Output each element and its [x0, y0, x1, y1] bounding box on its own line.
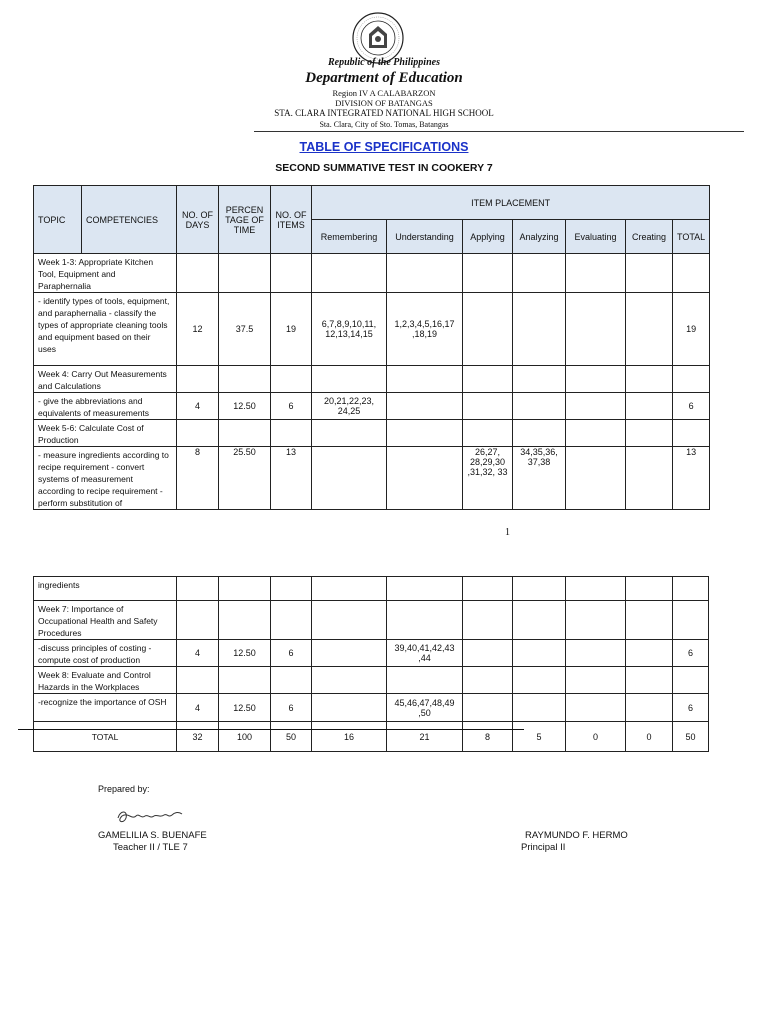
- competency-text: -recognize the importance of OSH: [38, 697, 167, 707]
- header-days: NO. OF DAYS: [177, 186, 219, 254]
- topic-text: Week 5-6: Calculate Cost of Production: [38, 423, 144, 445]
- header-evaluating: Evaluating: [566, 220, 626, 254]
- header-item-placement: ITEM PLACEMENT: [312, 186, 710, 220]
- percent-cell: 12.50: [219, 393, 271, 420]
- topic-cell: [34, 254, 177, 293]
- division-line: DIVISION OF BATANGAS: [335, 98, 433, 108]
- table-row: [34, 366, 710, 393]
- approver-name: RAYMUNDO F. HERMO: [525, 830, 628, 841]
- competency-text: - measure ingredients according to recipe requirement - convert systems of measurement according to recipe requirement - perform substitution of: [38, 450, 169, 508]
- applying-cell: 26,27, 28,29,30 ,31,32, 33: [463, 447, 513, 510]
- items-cell: 19: [271, 293, 312, 366]
- preparer-name: GAMELILIA S. BUENAFE: [98, 830, 207, 841]
- understanding-cell: 39,40,41,42,43 ,44: [387, 640, 463, 667]
- header-competencies: COMPETENCIES: [82, 186, 177, 254]
- totals-row: [34, 722, 709, 752]
- topic-cell: [34, 601, 177, 640]
- percent-cell: 25.50: [219, 447, 271, 510]
- school-name: STA. CLARA INTEGRATED NATIONAL HIGH SCHOOL: [274, 108, 494, 118]
- handwritten-signature: [112, 806, 192, 828]
- totals-total: 50: [673, 722, 709, 752]
- header-analyzing: Analyzing: [513, 220, 566, 254]
- header-remembering: Remembering: [312, 220, 387, 254]
- totals-evaluating: 0: [566, 722, 626, 752]
- department-name: Department of Education: [305, 70, 463, 86]
- understanding-cell: 1,2,3,4,5,16,17 ,18,19: [387, 293, 463, 366]
- table-row: [34, 393, 710, 420]
- header-total: TOTAL: [673, 220, 710, 254]
- table-row: [34, 694, 709, 722]
- strikethrough-line: [18, 729, 524, 730]
- page-subtitle: SECOND SUMMATIVE TEST IN COOKERY 7: [275, 162, 493, 174]
- days-cell: 4: [177, 694, 219, 722]
- competency-text: - give the abbreviations and equivalents of measurements: [38, 396, 150, 418]
- items-cell: 6: [271, 393, 312, 420]
- total-cell: 19: [673, 293, 710, 366]
- specifications-table: [33, 185, 710, 510]
- header-topic: TOPIC: [34, 186, 82, 254]
- analyzing-cell: 34,35,36, 37,38: [513, 447, 566, 510]
- topic-cell: [34, 667, 177, 694]
- topic-text: Week 4: Carry Out Measurements and Calculations: [38, 369, 167, 391]
- items-cell: 13: [271, 447, 312, 510]
- topic-text: Week 8: Evaluate and Control Hazards in the Workplaces: [38, 670, 151, 692]
- days-cell: 8: [177, 447, 219, 510]
- understanding-cell: 45,46,47,48,49 ,50: [387, 694, 463, 722]
- items-cell: 6: [271, 640, 312, 667]
- competency-text: ingredients: [38, 580, 80, 590]
- totals-understanding: 21: [387, 722, 463, 752]
- school-address: Sta. Clara, City of Sto. Tomas, Batangas: [319, 120, 449, 129]
- percent-cell: 37.5: [219, 293, 271, 366]
- table-row: [34, 667, 709, 694]
- republic-line: Republic of the Philippines: [328, 57, 440, 68]
- total-cell: 6: [673, 393, 710, 420]
- region-line: Region IV A CALABARZON: [332, 88, 436, 98]
- table-row: [34, 601, 709, 640]
- header-divider: [254, 131, 744, 132]
- competency-text: -discuss principles of costing - compute cost of production: [38, 643, 152, 665]
- days-cell: 12: [177, 293, 219, 366]
- totals-days: 32: [177, 722, 219, 752]
- table-row: [34, 577, 709, 601]
- page-title: TABLE OF SPECIFICATIONS: [299, 140, 469, 154]
- table-row: [34, 293, 710, 366]
- competency-cell: [34, 393, 177, 420]
- total-cell: 13: [673, 447, 710, 510]
- header-items: NO. OF ITEMS: [271, 186, 312, 254]
- table-row: [34, 447, 710, 510]
- header-applying: Applying: [463, 220, 513, 254]
- totals-creating: 0: [626, 722, 673, 752]
- competency-cell: [34, 694, 177, 722]
- totals-percent: 100: [219, 722, 271, 752]
- competency-cell: [34, 293, 177, 366]
- approver-role: Principal II: [521, 842, 566, 853]
- competency-cell: [34, 447, 177, 510]
- days-cell: 4: [177, 640, 219, 667]
- totals-label: TOTAL: [34, 722, 177, 752]
- table-row: [34, 640, 709, 667]
- remembering-cell: 20,21,22,23, 24,25: [312, 393, 387, 420]
- totals-analyzing: 5: [513, 722, 566, 752]
- topic-text: Week 7: Importance of Occupational Health and Safety Procedures: [38, 604, 158, 638]
- percent-cell: 12.50: [219, 694, 271, 722]
- topic-cell: [34, 420, 177, 447]
- days-cell: 4: [177, 393, 219, 420]
- topic-text: Week 1-3: Appropriate Kitchen Tool, Equipment and Paraphernalia: [38, 257, 154, 291]
- remembering-cell: 6,7,8,9,10,11, 12,13,14,15: [312, 293, 387, 366]
- totals-items: 50: [271, 722, 312, 752]
- percent-cell: 12.50: [219, 640, 271, 667]
- items-cell: 6: [271, 694, 312, 722]
- header-understanding: Understanding: [387, 220, 463, 254]
- prepared-by-label: Prepared by:: [98, 784, 150, 794]
- page-number: 1: [505, 527, 510, 538]
- competency-text: - identify types of tools, equipment, and paraphernalia - classify the types of appropriate cleaning tools and equipment based on their uses: [38, 296, 170, 354]
- total-cell: 6: [673, 694, 709, 722]
- totals-applying: 8: [463, 722, 513, 752]
- competency-cell: [34, 577, 177, 601]
- table-row: [34, 420, 710, 447]
- totals-remembering: 16: [312, 722, 387, 752]
- topic-cell: [34, 366, 177, 393]
- header-percent: PERCEN TAGE OF TIME: [219, 186, 271, 254]
- competency-cell: [34, 640, 177, 667]
- table-row: [34, 254, 710, 293]
- header-creating: Creating: [626, 220, 673, 254]
- preparer-role: Teacher II / TLE 7: [113, 842, 188, 853]
- specifications-table-continued: [33, 576, 709, 752]
- total-cell: 6: [673, 640, 709, 667]
